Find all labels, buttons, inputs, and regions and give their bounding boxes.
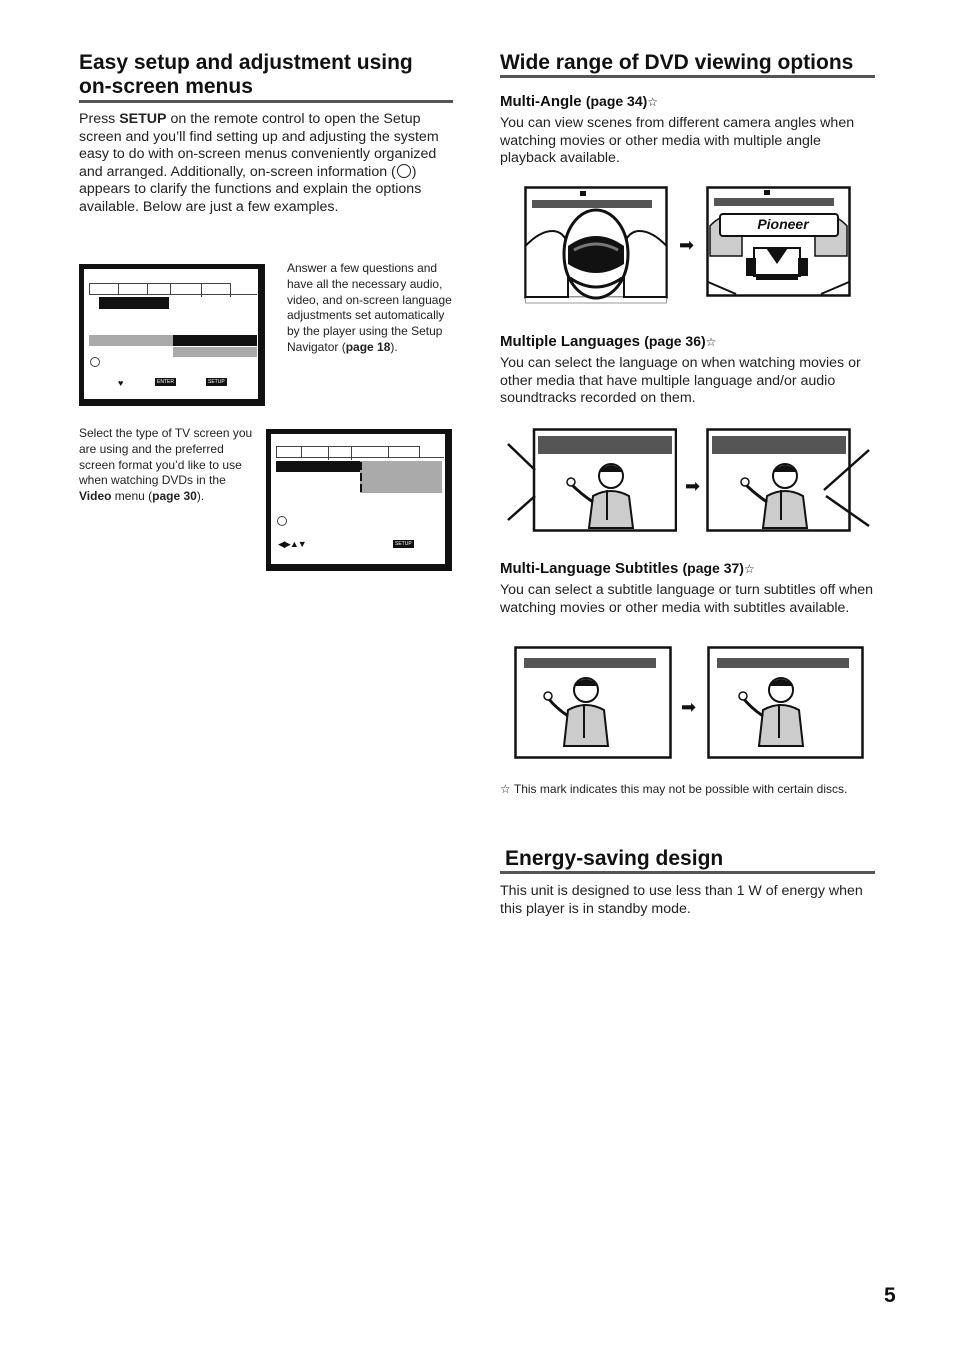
energy-body: This unit is designed to use less than 1 W of energy when this player is in standby mode. [500, 883, 863, 917]
video-menu-screen [266, 429, 452, 571]
heading-rule [79, 100, 453, 103]
angle-illustration-helmet [524, 186, 668, 304]
enter-key: ENTER [157, 379, 174, 385]
heading-line-2: on-screen menus [79, 75, 253, 98]
multi-angle-body: You can view scenes from different camera angles when watching movies or other media with multiple angle playback available. [500, 115, 855, 167]
down-arrow-icon: ♥ [118, 378, 124, 388]
setup-keyword: SETUP [119, 111, 167, 127]
language-illustration-left [505, 428, 677, 532]
footnote [500, 781, 850, 797]
star-icon: ☆ [647, 95, 659, 109]
setup-navigator-caption: Answer a few questions and have all the necessary audio, video, and on-screen language adjustments set automatically by the player using the Setup Navigator (page 18). [287, 261, 452, 354]
subtitles-title: Multi-Language Subtitles (page 37)☆ [500, 560, 755, 577]
pioneer-logo: Pioneer [757, 216, 809, 232]
page-number: 5 [884, 1284, 896, 1307]
multiple-languages-title: Multiple Languages (page 36)☆ [500, 333, 717, 350]
setup-intro-paragraph: Press SETUP on the remote control to open the Setup screen and you’ll find setting up and adjusting the system easy to do with on-screen menus conveniently organized and arranged. Additionally, on-screen information ( ) appears to clarify the functions and explain the options available. Below are just a few examples. [79, 111, 439, 215]
multiple-languages-body: You can select the language on when watching movies or other media that have multiple language and/or audio soundtracks recorded on them. [500, 355, 861, 407]
info-icon [277, 516, 287, 526]
section-heading-energy: Energy-saving design [505, 847, 724, 870]
angle-illustration-racecar [706, 186, 851, 297]
right-arrow-icon: ➡ [681, 697, 697, 717]
subtitles-body: You can select a subtitle language or turn subtitles off when watching movies or other media with subtitles available. [500, 582, 874, 616]
language-illustration-right [706, 428, 872, 532]
star-icon: ☆ [743, 562, 755, 576]
star-icon: ☆ [705, 335, 717, 349]
right-arrow-icon: ➡ [685, 476, 701, 496]
star-icon: ☆ [500, 782, 511, 796]
cursor-arrows-icon: ◀▶▲▼ [278, 539, 306, 549]
info-circle-icon [397, 164, 411, 178]
right-arrow-icon: ➡ [679, 235, 695, 255]
info-icon [90, 357, 100, 367]
subtitle-illustration-right [707, 646, 864, 759]
setup-key: SETUP [208, 379, 225, 385]
subtitle-illustration-left [514, 646, 672, 759]
section-heading-dvd: Wide range of DVD viewing options [500, 51, 854, 74]
heading-line-1: Easy setup and adjustment using [79, 51, 413, 74]
section-heading-setup [79, 51, 413, 99]
heading-rule [500, 871, 875, 874]
setup-navigator-screen [79, 264, 265, 406]
footnote-text: This mark indicates this may not be possible with certain discs. [513, 782, 848, 796]
multi-angle-title: Multi-Angle (page 34)☆ [500, 93, 659, 110]
heading-rule [500, 75, 875, 78]
setup-key: SETUP [395, 541, 412, 547]
tv-screen-caption: Select the type of TV screen you are using and the preferred screen format you’d like to use when watching DVDs in the Video menu (page 30). [79, 426, 253, 504]
